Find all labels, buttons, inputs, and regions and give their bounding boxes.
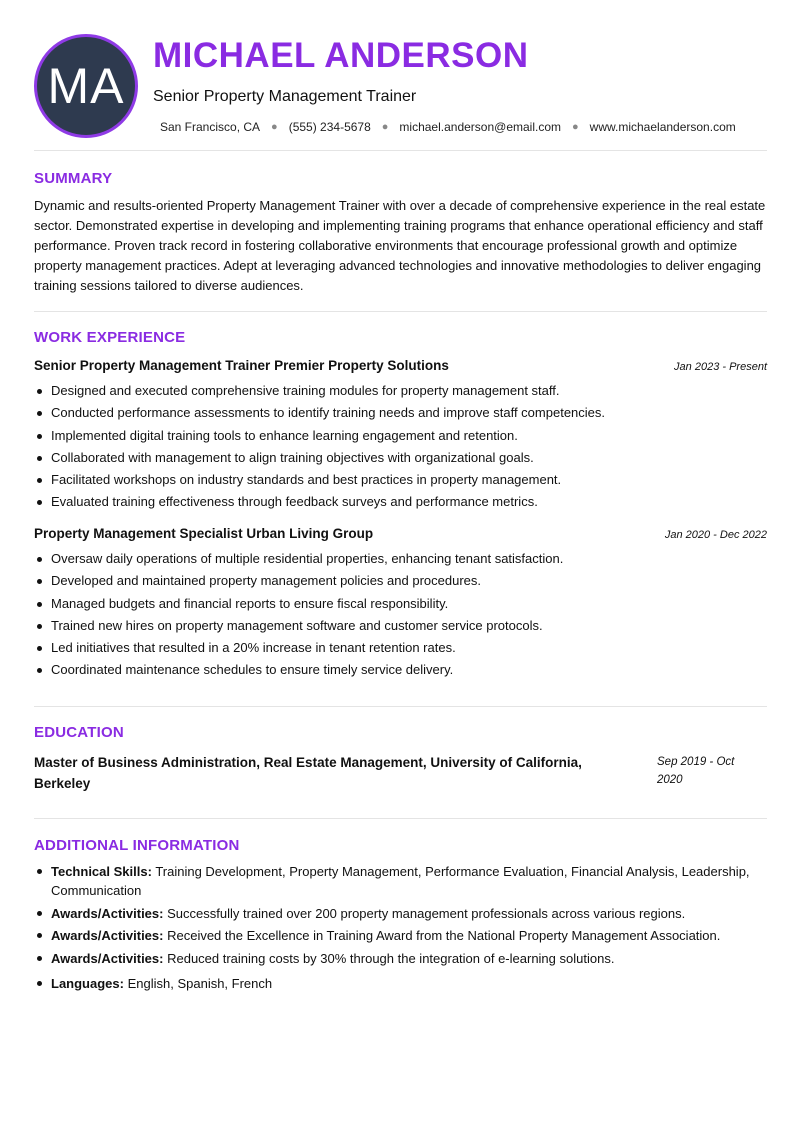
summary-heading: SUMMARY bbox=[34, 170, 113, 187]
bullet-text: Evaluated training effectiveness through feedback surveys and performance metrics. bbox=[51, 494, 538, 510]
bullet-text: Coordinated maintenance schedules to ensure timely service delivery. bbox=[51, 662, 454, 678]
job-title: Property Management Specialist Urban Living Group bbox=[34, 526, 374, 541]
bullet-text: Implemented digital training tools to enhance learning engagement and retention. bbox=[51, 427, 518, 443]
bullet-text: Collaborated with management to align training objectives with organizational goals. bbox=[51, 449, 534, 465]
contact-location: San Francisco, CA bbox=[160, 120, 261, 134]
avatar-initials: MA bbox=[47, 58, 125, 114]
divider bbox=[34, 150, 767, 151]
bullet-dot bbox=[37, 579, 42, 584]
bullet-dot bbox=[37, 624, 42, 629]
list-item bbox=[34, 425, 769, 447]
avatar bbox=[34, 34, 138, 138]
info-text: Received the Excellence in Training Award from the National Property Management Association. bbox=[167, 928, 721, 943]
bullet-text: Designed and executed comprehensive training modules for property management staff. bbox=[51, 383, 560, 398]
bullet-dot bbox=[37, 478, 42, 483]
bullet-dot bbox=[37, 956, 42, 961]
candidate-title: Senior Property Management Trainer bbox=[153, 88, 417, 105]
info-text: English, Spanish, French bbox=[127, 975, 273, 991]
job-bullets bbox=[34, 380, 769, 514]
education-degree: Master of Business Administration, Real Estate Management, University of California, Berkeley bbox=[34, 755, 582, 791]
list-item bbox=[34, 548, 769, 570]
list-item bbox=[34, 615, 769, 637]
list-item bbox=[34, 659, 769, 681]
bullet-dot bbox=[37, 434, 42, 439]
info-text: Reduced training costs by 30% through the integration of e-learning solutions. bbox=[167, 950, 615, 966]
bullet-dot bbox=[37, 456, 42, 461]
list-item bbox=[34, 469, 769, 491]
bullet-dot bbox=[37, 911, 42, 916]
list-item bbox=[34, 402, 769, 424]
bullet-text: Managed budgets and financial reports to ensure fiscal responsibility. bbox=[51, 595, 449, 611]
candidate-name: MICHAEL ANDERSON bbox=[153, 36, 529, 75]
info-text: Training Development, Property Management, Performance Evaluation, Financial Analysis, Leadership, Communication bbox=[51, 864, 750, 898]
bullet-dot bbox=[37, 389, 42, 394]
additional-list bbox=[34, 862, 769, 996]
job-bullets bbox=[34, 548, 769, 682]
job-dates: Jan 2023 - Present bbox=[674, 361, 767, 373]
bullet-dot bbox=[37, 933, 42, 938]
info-label: Languages: bbox=[51, 975, 124, 991]
bullet-text: Facilitated workshops on industry standards and best practices in property management. bbox=[51, 472, 562, 488]
contact-bar bbox=[160, 120, 736, 134]
separator-dot: ● bbox=[271, 121, 278, 133]
list-item bbox=[34, 949, 769, 968]
info-text: Successfully trained over 200 property management professionals across various regions. bbox=[167, 905, 686, 921]
job-title: Senior Property Management Trainer Premier Property Solutions bbox=[34, 358, 449, 373]
job-dates: Jan 2020 - Dec 2022 bbox=[664, 529, 767, 541]
bullet-text: Trained new hires on property management software and customer service protocols. bbox=[51, 617, 543, 633]
bullet-dot bbox=[37, 668, 42, 673]
contact-website[interactable]: www.michaelanderson.com bbox=[589, 120, 736, 134]
info-label: Awards/Activities: bbox=[51, 928, 164, 943]
divider bbox=[34, 311, 767, 312]
separator-dot: ● bbox=[572, 121, 579, 133]
education-dates: Sep 2019 - Oct 2020 bbox=[657, 756, 735, 786]
list-item bbox=[34, 974, 769, 993]
bullet-dot bbox=[37, 602, 42, 607]
bullet-text: Developed and maintained property management policies and procedures. bbox=[51, 573, 481, 589]
experience-heading: WORK EXPERIENCE bbox=[34, 329, 186, 346]
list-item bbox=[34, 593, 769, 615]
contact-phone[interactable]: (555) 234-5678 bbox=[288, 120, 371, 134]
bullet-dot bbox=[37, 411, 42, 416]
list-item bbox=[34, 380, 769, 402]
list-item bbox=[34, 904, 769, 923]
info-label: Awards/Activities: bbox=[51, 950, 164, 966]
info-label: Awards/Activities: bbox=[51, 905, 164, 921]
bullet-dot bbox=[37, 646, 42, 651]
bullet-dot bbox=[37, 557, 42, 562]
list-item bbox=[34, 570, 769, 592]
divider bbox=[34, 706, 767, 707]
bullet-text: Conducted performance assessments to identify training needs and improve staff competencies. bbox=[51, 405, 606, 421]
contact-email[interactable]: michael.anderson@email.com bbox=[399, 120, 562, 134]
summary-text: Dynamic and results-oriented Property Management Trainer with over a decade of comprehensive experience in the real estate sector. Demonstrated expertise in developing and implementing training programs that enhance operational efficiency and staff performance. Proven track record in fostering collaborative environments that encourage professional growth and optimize property management practices. Adept at leveraging advanced technologies and innovative methodologies to deliver engaging training sessions tailored to diverse audiences. bbox=[34, 198, 766, 293]
bullet-text: Led initiatives that resulted in a 20% increase in tenant retention rates. bbox=[51, 640, 456, 656]
bullet-dot bbox=[37, 500, 42, 505]
list-item bbox=[34, 862, 769, 900]
bullet-text: Oversaw daily operations of multiple residential properties, enhancing tenant satisfaction. bbox=[51, 551, 564, 566]
additional-heading: ADDITIONAL INFORMATION bbox=[34, 837, 240, 854]
list-item bbox=[34, 447, 769, 469]
separator-dot: ● bbox=[381, 121, 389, 133]
list-item bbox=[34, 926, 769, 945]
education-heading: EDUCATION bbox=[34, 724, 124, 741]
info-label: Technical Skills: bbox=[51, 864, 152, 879]
bullet-dot bbox=[37, 981, 42, 986]
list-item bbox=[34, 637, 769, 659]
list-item bbox=[34, 491, 769, 513]
divider bbox=[34, 818, 767, 819]
bullet-dot bbox=[37, 869, 42, 874]
